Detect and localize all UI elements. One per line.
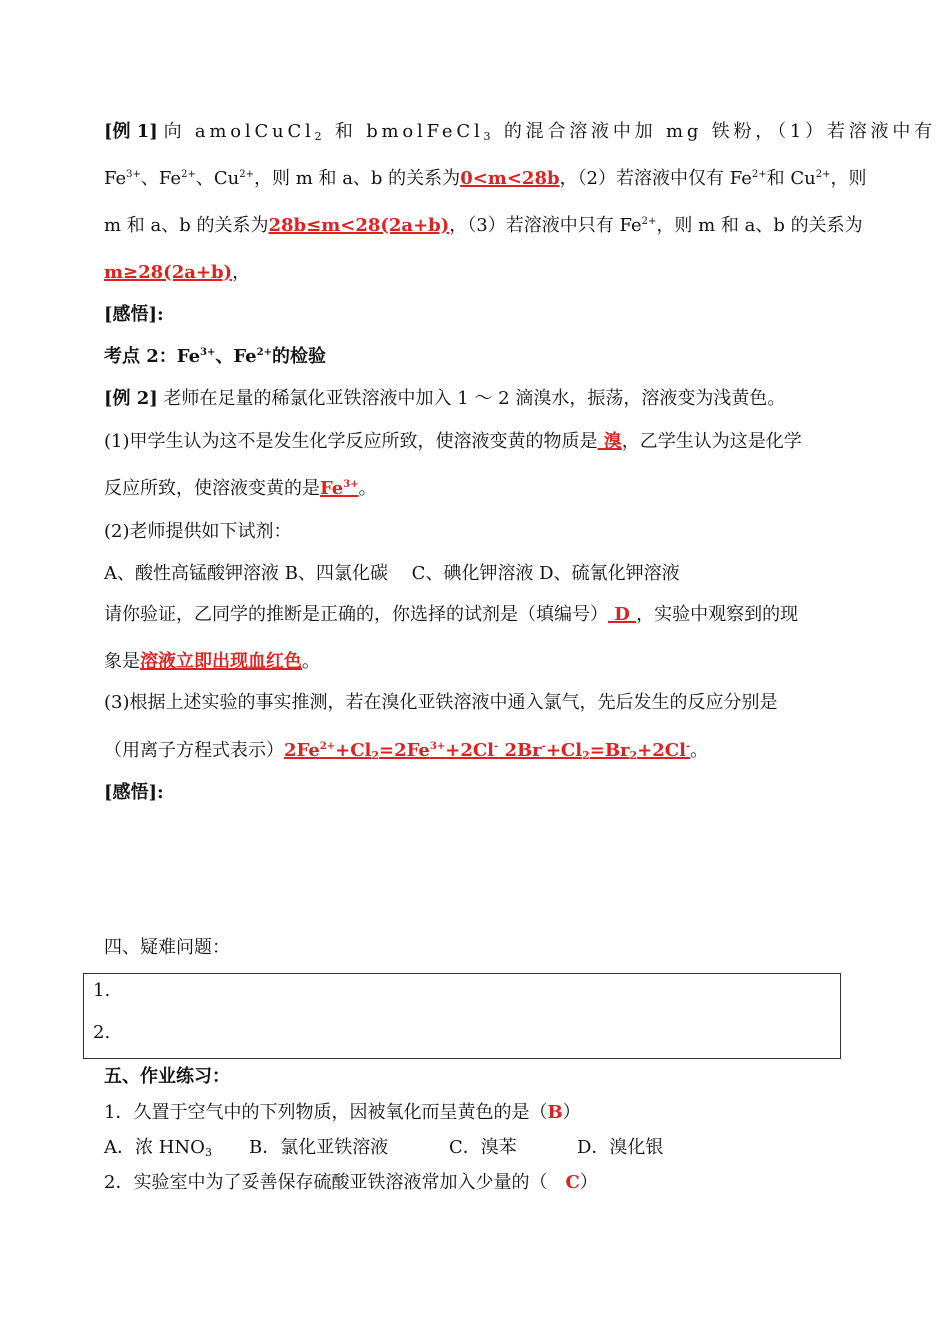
answer-3: m≥28(2a+b) <box>104 262 233 283</box>
exercise-1-option-c: C．溴苯 <box>449 1137 517 1158</box>
section4-title: 四、疑难问题： <box>104 937 230 958</box>
example2-q3-line1: (3)根据上述实验的事实推测，若在溴化亚铁溶液中通入氯气，先后发生的反应分别是 <box>104 692 778 713</box>
example2-q2-title: (2)老师提供如下试剂： <box>104 521 292 542</box>
example2-q2-line2: 象是溶液立即出现血红色。 <box>104 651 320 672</box>
example1-line2: $Fe^{3+}$、$Fe^{2+}$、$Cu^{2+}$，则 m 和 a、b 的关系为0<m<28b，（2）若溶液中仅有 $Fe^{2+}$和 $Cu^{2+}$，则 <box>104 168 867 189</box>
kaodian-heading: 考点 2：$Fe^{3+}$、$Fe^{2+}$的检验 <box>104 346 326 367</box>
exercise-2: 2．实验室中为了妥善保存硫酸亚铁溶液常加入少量的（ C） <box>104 1172 598 1193</box>
example2-label: [例 2] <box>104 388 158 409</box>
answer-reagent: D <box>608 604 637 625</box>
answer-bromine: 溴 <box>597 431 622 452</box>
example2-q1-line2: 反应所致，使溶液变黄的是$Fe^{3+}$。 <box>104 478 377 499</box>
insight-label-1: [感悟]: <box>104 304 164 325</box>
difficult-item-1[interactable]: 1. <box>93 980 111 1001</box>
section5-title: 五、作业练习： <box>104 1066 230 1087</box>
example1-line3: m 和 a、b 的关系为28b≤m<28(2a+b)，（3）若溶液中只有 $Fe^{2+}$，则 m 和 a、b 的关系为 <box>104 215 863 236</box>
answer-2: 28b≤m<28(2a+b) <box>268 215 450 236</box>
example2-q2-line1: 请你验证，乙同学的推断是正确的，你选择的试剂是（填编号） D ，实验中观察到的现 <box>104 604 799 625</box>
difficult-item-2[interactable]: 2. <box>93 1022 111 1043</box>
exercise-1: 1．久置于空气中的下列物质，因被氧化而呈黄色的是（B） <box>104 1102 581 1123</box>
insight-label-2: [感悟]: <box>104 782 164 803</box>
example1-line4: m≥28(2a+b)， <box>104 262 251 283</box>
example2-q3-line2: （用离子方程式表示）$2Fe^{2+}+Cl_2=2Fe^{3+}+2Cl^-$ $2Br^-+Cl_2=Br_2+2Cl^-$。 <box>104 740 709 762</box>
example1-text: 向 amolCuCl$_2$ 和 bmolFeCl$_3$ 的混合溶液中加 mg 铁粉，（1）若溶液中有 <box>163 121 936 143</box>
difficult-questions-box <box>83 973 841 1059</box>
exercise-1-answer: B <box>547 1102 563 1123</box>
exercise-1-option-a: A．浓 $HNO_3$ <box>104 1137 212 1159</box>
example2-line1: [例 2] 老师在足量的稀氯化亚铁溶液中加入 1 ～ 2 滴溴水，振荡，溶液变为浅黄色。 <box>104 388 786 409</box>
example2-q1-line1: (1)甲学生认为这不是发生化学反应所致，使溶液变黄的物质是 溴，乙学生认为这是化学 <box>104 431 802 452</box>
exercise-1-option-d: D．溴化银 <box>577 1137 664 1158</box>
answer-1: 0<m<28b <box>460 168 560 189</box>
exercise-1-option-b: B．氯化亚铁溶液 <box>249 1137 389 1158</box>
answer-equations: $2Fe^{2+}+Cl_2=2Fe^{3+}+2Cl^-$ $2Br^-+Cl_2=Br_2+2Cl^-$ <box>284 740 691 762</box>
example2-q2-options: A、酸性高锰酸钾溶液 B、四氯化碳 C、碘化钾溶液 D、硫氰化钾溶液 <box>104 563 680 584</box>
example1-line1 <box>104 120 936 144</box>
answer-phenomenon: 溶液立即出现血红色 <box>140 651 302 672</box>
answer-fe3: $Fe^{3+}$ <box>320 478 359 499</box>
example1-label: [例 1] <box>104 121 158 142</box>
exercise-2-answer: C <box>565 1172 580 1193</box>
